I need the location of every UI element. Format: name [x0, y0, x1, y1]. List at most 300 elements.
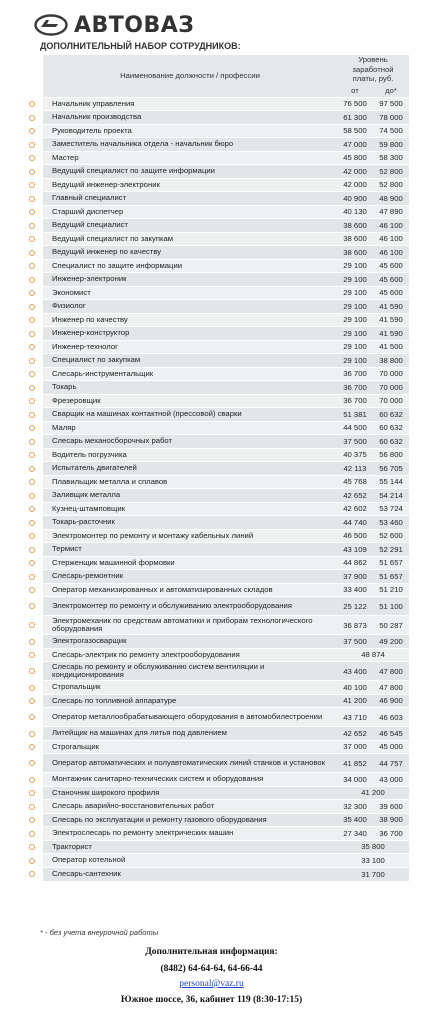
bullet-icon	[29, 398, 35, 404]
position-name: Инженер по качеству	[43, 313, 337, 327]
bullet-cell	[26, 219, 43, 233]
bullet-cell	[26, 786, 43, 800]
bullet-cell	[26, 232, 43, 246]
bullet-icon	[29, 871, 35, 877]
bullet-cell	[26, 556, 43, 570]
table-row	[26, 694, 409, 708]
position-name: Старший диспетчер	[43, 205, 337, 219]
bullet-cell	[26, 462, 43, 476]
salary-from: 44 500	[337, 421, 373, 435]
table-row	[26, 259, 409, 273]
salary-from: 32 300	[337, 800, 373, 814]
salary-from: 38 600	[337, 232, 373, 246]
bullet-icon	[29, 574, 35, 580]
position-name: Электромонтер по ремонту и обслуживанию электрооборудования	[43, 597, 337, 616]
bullet-icon	[29, 142, 35, 148]
position-name: Инженер-технолог	[43, 340, 337, 354]
table-row	[26, 435, 409, 449]
bullet-cell	[26, 138, 43, 152]
table-row	[26, 178, 409, 192]
table-row	[26, 138, 409, 152]
bullet-cell	[26, 313, 43, 327]
header-salary: Уровень заработной платы, руб.	[337, 55, 409, 84]
salary-to: 60 632	[373, 408, 409, 422]
salary-from: 42 000	[337, 165, 373, 179]
bullet-icon	[29, 533, 35, 539]
position-name: Литейщик на машинах для литья под давлением	[43, 727, 337, 741]
position-name: Фрезеровщик	[43, 394, 337, 408]
bullet-cell	[26, 448, 43, 462]
bullet-cell	[26, 300, 43, 314]
position-name: Маляр	[43, 421, 337, 435]
position-name: Испытатель двигателей	[43, 462, 337, 476]
salary-to: 56 800	[373, 448, 409, 462]
table-row	[26, 97, 409, 111]
salary-to: 43 000	[373, 773, 409, 787]
bullet-icon	[29, 547, 35, 553]
table-row	[26, 556, 409, 570]
table-row	[26, 394, 409, 408]
table-row	[26, 475, 409, 489]
bullet-cell	[26, 151, 43, 165]
salary-from: 37 000	[337, 740, 373, 754]
bullet-cell	[26, 192, 43, 206]
header-from: от	[337, 84, 373, 98]
bullet-cell	[26, 616, 43, 635]
table-row	[26, 340, 409, 354]
table-row	[26, 151, 409, 165]
bullet-icon	[29, 196, 35, 202]
salary-from: 42 652	[337, 727, 373, 741]
table-row	[26, 854, 409, 868]
salary-to: 74 500	[373, 124, 409, 138]
bullet-cell	[26, 516, 43, 530]
salary-to: 49 200	[373, 635, 409, 649]
bullet-icon	[29, 760, 35, 766]
salary-from: 51 381	[337, 408, 373, 422]
position-name: Оператор котельной	[43, 854, 337, 868]
salary-fixed: 33 100	[337, 854, 409, 868]
header-to: до*	[373, 84, 409, 98]
position-name: Мастер	[43, 151, 337, 165]
salary-to: 46 545	[373, 727, 409, 741]
bullet-icon	[29, 622, 35, 628]
bullet-cell	[26, 205, 43, 219]
salary-to: 46 900	[373, 694, 409, 708]
table-row	[26, 570, 409, 584]
table-row	[26, 867, 409, 881]
bullet-cell	[26, 354, 43, 368]
bullet-icon	[29, 744, 35, 750]
salary-from: 40 100	[337, 681, 373, 695]
salary-from: 37 500	[337, 635, 373, 649]
position-name: Плавильщик металла и сплавов	[43, 475, 337, 489]
bullet-icon	[29, 714, 35, 720]
bullet-cell	[26, 648, 43, 662]
salary-from: 76 500	[337, 97, 373, 111]
table-row	[26, 408, 409, 422]
salary-from: 29 100	[337, 286, 373, 300]
bullet-icon	[29, 817, 35, 823]
salary-table	[26, 55, 409, 881]
salary-to: 70 000	[373, 381, 409, 395]
bullet-icon	[29, 277, 35, 283]
salary-fixed: 35 800	[337, 840, 409, 854]
salary-to: 48 900	[373, 192, 409, 206]
salary-from: 29 100	[337, 300, 373, 314]
bullet-cell	[26, 421, 43, 435]
bullet-cell	[26, 286, 43, 300]
bullet-cell	[26, 394, 43, 408]
salary-to: 46 100	[373, 246, 409, 260]
table-row	[26, 727, 409, 741]
email-link[interactable]: personal@vaz.ru	[179, 979, 244, 989]
position-name: Станочник широкого профиля	[43, 786, 337, 800]
bullet-cell	[26, 246, 43, 260]
salary-from: 44 862	[337, 556, 373, 570]
bullet-cell	[26, 813, 43, 827]
bullet-icon	[29, 250, 35, 256]
salary-to: 46 100	[373, 219, 409, 233]
salary-from: 36 873	[337, 616, 373, 635]
bullet-cell	[26, 740, 43, 754]
salary-from: 40 900	[337, 192, 373, 206]
salary-to: 70 000	[373, 367, 409, 381]
bullet-cell	[26, 583, 43, 597]
position-name: Оператор автоматических и полуавтоматических линий станков и установок	[43, 754, 337, 773]
salary-to: 51 657	[373, 556, 409, 570]
salary-to: 58 300	[373, 151, 409, 165]
salary-from: 43 400	[337, 662, 373, 681]
bullet-cell	[26, 502, 43, 516]
position-name: Сварщик на машинах контактной (прессовой) сварки	[43, 408, 337, 422]
salary-from: 29 100	[337, 313, 373, 327]
position-name: Главный специалист	[43, 192, 337, 206]
bullet-cell	[26, 854, 43, 868]
bullet-cell	[26, 327, 43, 341]
position-name: Слесарь по топливной аппаратуре	[43, 694, 337, 708]
salary-from: 38 600	[337, 246, 373, 260]
salary-to: 70 000	[373, 394, 409, 408]
salary-from: 25 122	[337, 597, 373, 616]
salary-fixed: 48 874	[337, 648, 409, 662]
table-row	[26, 502, 409, 516]
salary-from: 42 652	[337, 489, 373, 503]
table-row	[26, 740, 409, 754]
salary-from: 44 740	[337, 516, 373, 530]
table-row	[26, 165, 409, 179]
bullet-cell	[26, 681, 43, 695]
salary-from: 41 200	[337, 694, 373, 708]
salary-to: 44 757	[373, 754, 409, 773]
salary-to: 51 657	[373, 570, 409, 584]
bullet-icon	[29, 128, 35, 134]
bullet-cell	[26, 165, 43, 179]
salary-to: 54 214	[373, 489, 409, 503]
salary-to: 55 144	[373, 475, 409, 489]
bullet-cell	[26, 754, 43, 773]
contacts-email	[0, 979, 423, 989]
salary-from: 42 602	[337, 502, 373, 516]
position-name: Стропальщик	[43, 681, 337, 695]
salary-to: 38 900	[373, 813, 409, 827]
bullet-icon	[29, 412, 35, 418]
salary-from: 29 100	[337, 273, 373, 287]
position-name: Инженер-электроник	[43, 273, 337, 287]
contacts-heading: Дополнительная информация:	[145, 947, 278, 957]
table-row	[26, 327, 409, 341]
table-row	[26, 800, 409, 814]
bullet-icon	[29, 101, 35, 107]
bullet-cell	[26, 867, 43, 881]
salary-from: 29 100	[337, 354, 373, 368]
position-name: Слесарь-электрик по ремонту электрооборудования	[43, 648, 337, 662]
salary-to: 41 590	[373, 313, 409, 327]
position-name: Электрослесарь по ремонту электрических машин	[43, 827, 337, 841]
bullet-icon	[29, 698, 35, 704]
bullet-icon	[29, 115, 35, 121]
table-row	[26, 648, 409, 662]
position-name: Слесарь-сантехник	[43, 867, 337, 881]
bullet-icon	[29, 560, 35, 566]
bullet-icon	[29, 263, 35, 269]
salary-from: 47 000	[337, 138, 373, 152]
position-name: Слесарь механосборочных работ	[43, 435, 337, 449]
table-row	[26, 367, 409, 381]
page-title: ДОПОЛНИТЕЛЬНЫЙ НАБОР СОТРУДНИКОВ:	[40, 41, 241, 51]
salary-to: 38 800	[373, 354, 409, 368]
salary-to: 56 705	[373, 462, 409, 476]
position-name: Руководитель проекта	[43, 124, 337, 138]
table-row	[26, 827, 409, 841]
position-name: Стерженщик машинной формовки	[43, 556, 337, 570]
salary-from: 42 000	[337, 178, 373, 192]
bullet-cell	[26, 111, 43, 125]
salary-to: 45 000	[373, 740, 409, 754]
bullet-icon	[29, 358, 35, 364]
bullet-icon	[29, 777, 35, 783]
table-row	[26, 754, 409, 773]
position-name: Инженер-конструктор	[43, 327, 337, 341]
position-name: Электрогазосварщик	[43, 635, 337, 649]
position-name: Тракторист	[43, 840, 337, 854]
table-row	[26, 300, 409, 314]
salary-to: 52 800	[373, 165, 409, 179]
bullet-icon	[29, 155, 35, 161]
table-row	[26, 219, 409, 233]
bullet-icon	[29, 344, 35, 350]
salary-from: 29 100	[337, 327, 373, 341]
bullet-cell	[26, 840, 43, 854]
bullet-icon	[29, 603, 35, 609]
lada-boat-icon	[34, 14, 68, 36]
bullet-cell	[26, 124, 43, 138]
position-name: Ведущий специалист	[43, 219, 337, 233]
position-name: Начальник производства	[43, 111, 337, 125]
position-name: Токарь	[43, 381, 337, 395]
salary-from: 29 100	[337, 340, 373, 354]
salary-to: 52 600	[373, 529, 409, 543]
bullet-icon	[29, 182, 35, 188]
salary-from: 35 400	[337, 813, 373, 827]
salary-to: 45 600	[373, 259, 409, 273]
salary-to: 51 210	[373, 583, 409, 597]
table-row	[26, 192, 409, 206]
bullet-cell	[26, 340, 43, 354]
position-name: Строгальщик	[43, 740, 337, 754]
salary-to: 60 632	[373, 421, 409, 435]
bullet-icon	[29, 844, 35, 850]
position-name: Ведущий специалист по закупкам	[43, 232, 337, 246]
table-row	[26, 583, 409, 597]
salary-to: 97 500	[373, 97, 409, 111]
bullet-icon	[29, 858, 35, 864]
salary-from: 33 400	[337, 583, 373, 597]
position-name: Специалист по закупкам	[43, 354, 337, 368]
salary-to: 52 291	[373, 543, 409, 557]
salary-from: 37 900	[337, 570, 373, 584]
table-row	[26, 421, 409, 435]
table-row	[26, 462, 409, 476]
bullet-cell	[26, 489, 43, 503]
position-name: Начальник управления	[43, 97, 337, 111]
table-row	[26, 662, 409, 681]
position-name: Электромеханик по средствам автоматики и приборам технологического оборудования	[43, 616, 337, 635]
bullet-cell	[26, 635, 43, 649]
bullet-cell	[26, 178, 43, 192]
salary-to: 47 800	[373, 662, 409, 681]
table-row	[26, 232, 409, 246]
bullet-cell	[26, 97, 43, 111]
position-name: Ведущий инженер по качеству	[43, 246, 337, 260]
bullet-icon	[29, 639, 35, 645]
salary-from: 29 100	[337, 259, 373, 273]
table-row	[26, 246, 409, 260]
salary-from: 45 800	[337, 151, 373, 165]
bullet-icon	[29, 731, 35, 737]
salary-to: 45 600	[373, 273, 409, 287]
salary-from: 27 340	[337, 827, 373, 841]
position-name: Оператор механизированных и автоматизированных складов	[43, 583, 337, 597]
table-row	[26, 813, 409, 827]
salary-from: 36 700	[337, 367, 373, 381]
salary-to: 41 590	[373, 327, 409, 341]
bullet-icon	[29, 385, 35, 391]
table-row	[26, 273, 409, 287]
bullet-icon	[29, 668, 35, 674]
salary-from: 34 000	[337, 773, 373, 787]
table-row	[26, 111, 409, 125]
position-name: Слесарь-инструментальщик	[43, 367, 337, 381]
salary-from: 43 710	[337, 708, 373, 727]
bullet-cell	[26, 381, 43, 395]
salary-from: 40 375	[337, 448, 373, 462]
salary-to: 41 500	[373, 340, 409, 354]
bullet-icon	[29, 331, 35, 337]
bullet-cell	[26, 597, 43, 616]
bullet-cell	[26, 367, 43, 381]
bullet-cell	[26, 827, 43, 841]
bullet-icon	[29, 439, 35, 445]
position-name: Физиолог	[43, 300, 337, 314]
salary-to: 60 632	[373, 435, 409, 449]
contacts-address: Южное шоссе, 36, кабинет 119 (8:30-17:15)	[120, 995, 303, 1005]
bullet-icon	[29, 587, 35, 593]
bullet-icon	[29, 169, 35, 175]
salary-from: 46 500	[337, 529, 373, 543]
bullet-cell	[26, 773, 43, 787]
table-row	[26, 635, 409, 649]
bullet-icon	[29, 209, 35, 215]
table-row	[26, 354, 409, 368]
table-row	[26, 708, 409, 727]
bullet-cell	[26, 570, 43, 584]
salary-to: 45 600	[373, 286, 409, 300]
table-row	[26, 313, 409, 327]
table-row	[26, 597, 409, 616]
salary-from: 38 600	[337, 219, 373, 233]
bullet-cell	[26, 662, 43, 681]
footnote: * - без учета внеурочной работы	[40, 928, 159, 937]
table-row	[26, 286, 409, 300]
table-row	[26, 543, 409, 557]
position-name: Термист	[43, 543, 337, 557]
bullet-icon	[29, 520, 35, 526]
bullet-icon	[29, 371, 35, 377]
table-row	[26, 381, 409, 395]
salary-to: 39 600	[373, 800, 409, 814]
position-name: Специалист по защите информации	[43, 259, 337, 273]
table-row	[26, 773, 409, 787]
salary-from: 58 500	[337, 124, 373, 138]
bullet-icon	[29, 466, 35, 472]
bullet-cell	[26, 408, 43, 422]
bullet-icon	[29, 804, 35, 810]
table-row	[26, 516, 409, 530]
bullet-icon	[29, 425, 35, 431]
bullet-cell	[26, 727, 43, 741]
salary-to: 47 890	[373, 205, 409, 219]
salary-from: 36 700	[337, 394, 373, 408]
salary-from: 61 300	[337, 111, 373, 125]
position-name: Токарь-расточник	[43, 516, 337, 530]
salary-to: 52 800	[373, 178, 409, 192]
salary-to: 36 700	[373, 827, 409, 841]
salary-fixed: 31 700	[337, 867, 409, 881]
bullet-icon	[29, 652, 35, 658]
salary-from: 45 768	[337, 475, 373, 489]
bullet-cell	[26, 259, 43, 273]
table-row	[26, 529, 409, 543]
bullet-icon	[29, 493, 35, 499]
position-name: Монтажник санитарно-технических систем и оборудования	[43, 773, 337, 787]
header-position: Наименование должности / профессии	[43, 55, 337, 97]
header-spacer	[26, 55, 43, 97]
salary-fixed: 41 200	[337, 786, 409, 800]
table-row	[26, 616, 409, 635]
position-name: Водитель погрузчика	[43, 448, 337, 462]
table-row	[26, 124, 409, 138]
position-name: Слесарь по ремонту и обслуживанию систем вентиляции и кондиционирования	[43, 662, 337, 681]
bullet-icon	[29, 831, 35, 837]
salary-to: 78 000	[373, 111, 409, 125]
position-name: Электромонтер по ремонту и монтажу кабельных линий	[43, 529, 337, 543]
salary-to: 50 287	[373, 616, 409, 635]
bullet-icon	[29, 304, 35, 310]
position-name: Ведущий инженер-электроник	[43, 178, 337, 192]
salary-from: 40 130	[337, 205, 373, 219]
position-name: Слесарь-ремонтник	[43, 570, 337, 584]
